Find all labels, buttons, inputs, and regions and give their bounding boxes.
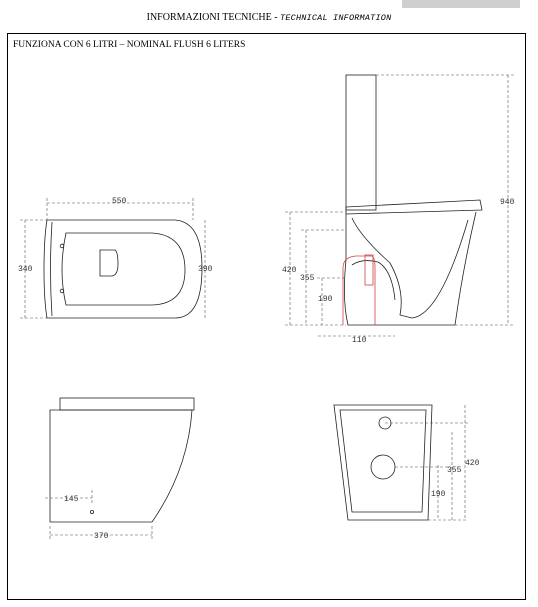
side-view-bowl-inner <box>352 218 468 318</box>
dim-label-145: 145 <box>64 495 79 504</box>
side-view-body <box>344 212 476 325</box>
top-view-bowl <box>100 250 118 276</box>
top-view-outline <box>44 220 202 318</box>
frame-title: FUNZIONA CON 6 LITRI – NOMINAL FLUSH 6 LITERS <box>13 40 246 50</box>
back-elevation-outline <box>334 405 432 520</box>
dim-label-190-back: 190 <box>431 490 446 499</box>
dim-label-940: 940 <box>500 198 515 207</box>
side-elevation-seat <box>60 398 194 410</box>
back-elevation <box>334 405 480 520</box>
side-elevation <box>45 398 194 541</box>
side-view <box>282 75 515 345</box>
side-view-outlet-pipe <box>343 256 375 325</box>
dim-label-110: 110 <box>352 336 367 345</box>
dim-label-370: 370 <box>94 532 109 541</box>
dim-label-550: 550 <box>112 197 127 206</box>
dim-label-355-back: 355 <box>447 466 462 475</box>
back-elevation-outlet-hole <box>371 455 395 479</box>
side-elevation-fixing-point <box>90 510 93 513</box>
side-view-cistern <box>346 75 376 210</box>
top-view-seat-ring <box>62 233 185 305</box>
top-view-fixing-hole-upper <box>60 244 64 248</box>
dim-label-390: 390 <box>198 265 213 274</box>
dim-label-420: 420 <box>282 266 297 275</box>
back-elevation-inner <box>340 410 426 512</box>
top-view-back-edge <box>51 222 53 316</box>
dim-label-355: 355 <box>300 274 315 283</box>
header-title-en: TECHNICAL INFORMATION <box>280 13 392 23</box>
side-view-trap <box>352 261 395 300</box>
dim-label-420-back: 420 <box>465 459 480 468</box>
header-title-it: INFORMAZIONI TECNICHE - <box>146 12 278 23</box>
top-view <box>18 197 213 318</box>
side-elevation-body <box>50 410 192 522</box>
side-view-seat-lid <box>346 200 482 214</box>
dim-label-190: 190 <box>318 295 333 304</box>
dim-label-340: 340 <box>18 265 33 274</box>
side-view-outlet-spigot <box>365 255 373 285</box>
